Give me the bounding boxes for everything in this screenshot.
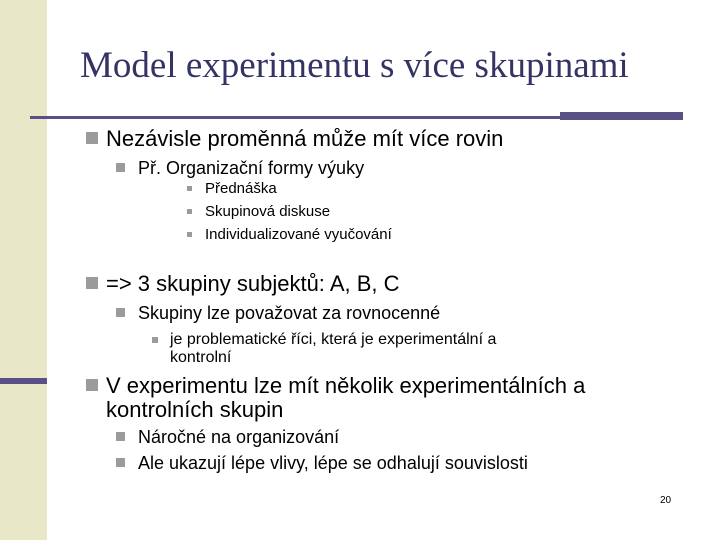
bullet-level3: Skupinová diskuse: [205, 203, 331, 220]
bullet-level1: Nezávisle proměnná může mít více rovin: [106, 126, 504, 151]
bullet-level1-line1: V experimentu lze mít několik experimentálních a: [106, 373, 586, 398]
bullet-marker-icon: [86, 379, 98, 391]
bullet-marker-icon: [187, 209, 192, 214]
bullet-marker-icon: [86, 277, 98, 289]
bullet-marker-icon: [152, 337, 158, 343]
bullet-level1: => 3 skupiny subjektů: A, B, C: [106, 271, 400, 296]
bullet-level1-line2: kontrolních skupin: [106, 397, 284, 422]
bullet-marker-icon: [116, 163, 125, 172]
bullet-marker-icon: [187, 232, 192, 237]
bullet-marker-icon: [187, 186, 192, 191]
bullet-level3: Přednáška: [205, 180, 277, 197]
bullet-level2: Ale ukazují lépe vlivy, lépe se odhalují souvislosti: [138, 453, 528, 473]
bullet-marker-icon: [116, 458, 125, 467]
bullet-marker-icon: [86, 132, 98, 144]
bullet-level3: Individualizované vyučování: [205, 226, 392, 243]
slide-title: Model experimentu s více skupinami: [80, 45, 629, 86]
bullet-marker-icon: [116, 432, 125, 441]
page-number: 20: [660, 495, 672, 506]
bullet-marker-icon: [116, 308, 125, 317]
bullet-level2: Náročné na organizování: [138, 427, 340, 447]
bullet-level4-line1: je problematické říci, která je experimentální a: [170, 331, 497, 348]
bullet-level2: Př. Organizační formy výuky: [138, 158, 365, 178]
bullet-level2: Skupiny lze považovat za rovnocenné: [138, 303, 441, 323]
bullet-level4-line2: kontrolní: [170, 349, 232, 366]
